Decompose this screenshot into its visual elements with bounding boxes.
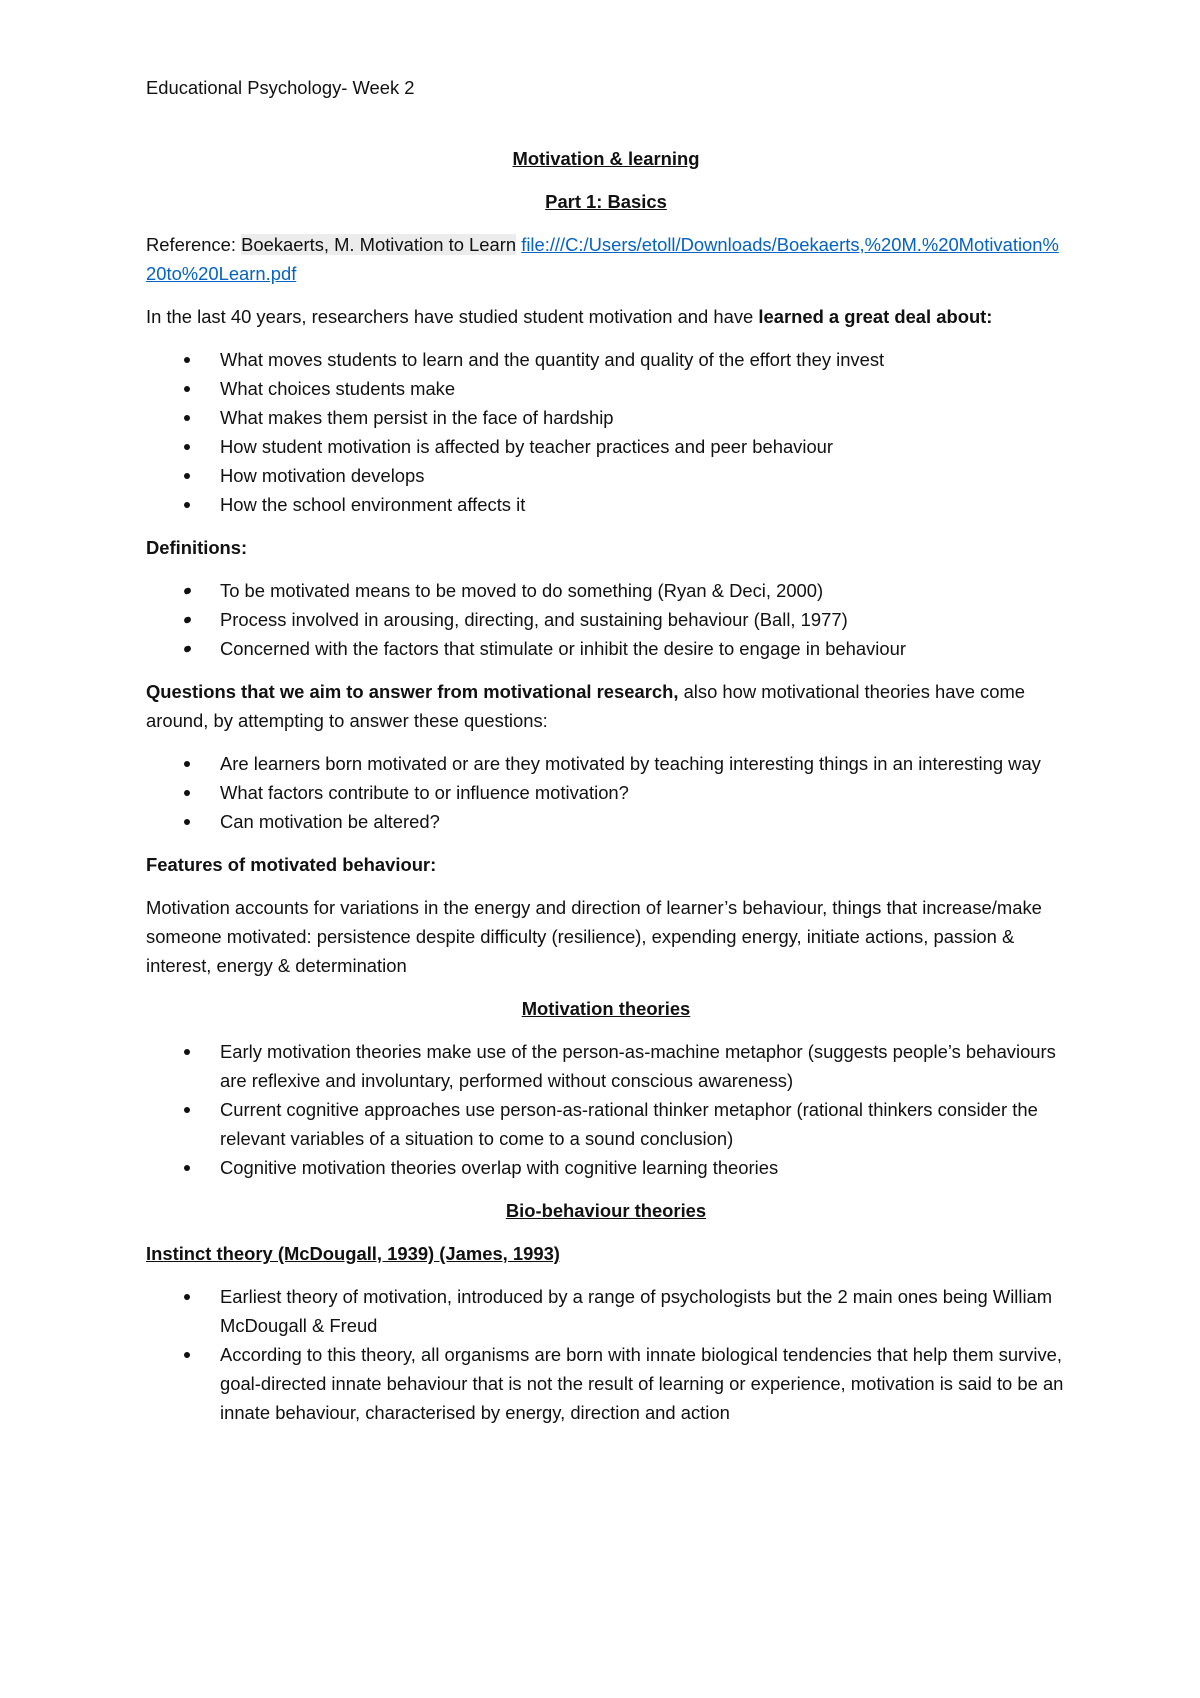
reference-text: Boekaerts, M. Motivation to Learn [241, 234, 517, 255]
questions-paragraph [146, 677, 1066, 735]
intro-list [146, 345, 1066, 519]
list-item: Cognitive motivation theories overlap with cognitive learning theories [146, 1153, 1066, 1182]
questions-text: also how motivational theories have come around, by attempting to answer these questions: [146, 681, 1026, 731]
intro-text: In the last 40 years, researchers have studied student motivation and have [146, 306, 754, 327]
questions-bold: Questions that we aim to answer from motivational research, [146, 681, 679, 702]
list-item: To be motivated means to be moved to do something (Ryan & Deci, 2000) [146, 576, 1066, 605]
theories-list [146, 1037, 1066, 1182]
section-heading-bio-behaviour: Bio-behaviour theories [505, 1200, 707, 1221]
list-item: Can motivation be altered? [146, 807, 1066, 836]
page-header: Educational Psychology- Week 2 [146, 77, 415, 98]
intro-bold: learned a great deal about: [758, 306, 993, 327]
document-body [146, 73, 1066, 1441]
list-item: What factors contribute to or influence motivation? [146, 778, 1066, 807]
list-item: Process involved in arousing, directing, and sustaining behaviour (Ball, 1977) [146, 605, 1066, 634]
questions-list [146, 749, 1066, 836]
list-item: What moves students to learn and the quantity and quality of the effort they invest [146, 345, 1066, 374]
reference-paragraph [146, 230, 1066, 288]
list-item: Are learners born motivated or are they motivated by teaching interesting things in an interesting way [146, 749, 1066, 778]
list-item: Current cognitive approaches use person-as-rational thinker metaphor (rational thinkers consider the relevant variables of a situation to come to a sound conclusion) [146, 1095, 1066, 1153]
list-item: Earliest theory of motivation, introduced by a range of psychologists but the 2 main ones being William McDougall & Freud [146, 1282, 1066, 1340]
instinct-theory-heading: Instinct theory (McDougall, 1939) (James, 1993) [146, 1243, 560, 1264]
features-heading: Features of motivated behaviour: [146, 854, 437, 875]
document-title: Motivation & learning [512, 148, 700, 169]
list-item: How motivation develops [146, 461, 1066, 490]
instinct-list [146, 1282, 1066, 1427]
list-item: What choices students make [146, 374, 1066, 403]
section-heading-part1: Part 1: Basics [545, 191, 667, 212]
reference-label: Reference: [146, 234, 236, 255]
features-paragraph: Motivation accounts for variations in the energy and direction of learner’s behaviour, things that increase/make someone motivated: persistence despite difficulty (resilience), expending energy, initiate actions, passion & interest, energy & determination [146, 897, 1042, 976]
definitions-list [146, 576, 1066, 663]
reference-link[interactable]: file:///C:/Users/etoll/Downloads/Boekaerts,%20M.%20Motivation%20to%20Learn.pdf [146, 234, 1059, 284]
list-item: According to this theory, all organisms are born with innate biological tendencies that help them survive, goal-directed innate behaviour that is not the result of learning or experience, motivation is said to be an innate behaviour, characterised by energy, direction and action [146, 1340, 1066, 1427]
list-item: What makes them persist in the face of hardship [146, 403, 1066, 432]
list-item: Early motivation theories make use of the person-as-machine metaphor (suggests people’s behaviours are reflexive and involuntary, performed without conscious awareness) [146, 1037, 1066, 1095]
section-heading-motivation-theories: Motivation theories [521, 998, 691, 1019]
intro-paragraph [146, 302, 1066, 331]
list-item: Concerned with the factors that stimulate or inhibit the desire to engage in behaviour [146, 634, 1066, 663]
list-item: How the school environment affects it [146, 490, 1066, 519]
definitions-heading: Definitions: [146, 537, 248, 558]
list-item: How student motivation is affected by teacher practices and peer behaviour [146, 432, 1066, 461]
